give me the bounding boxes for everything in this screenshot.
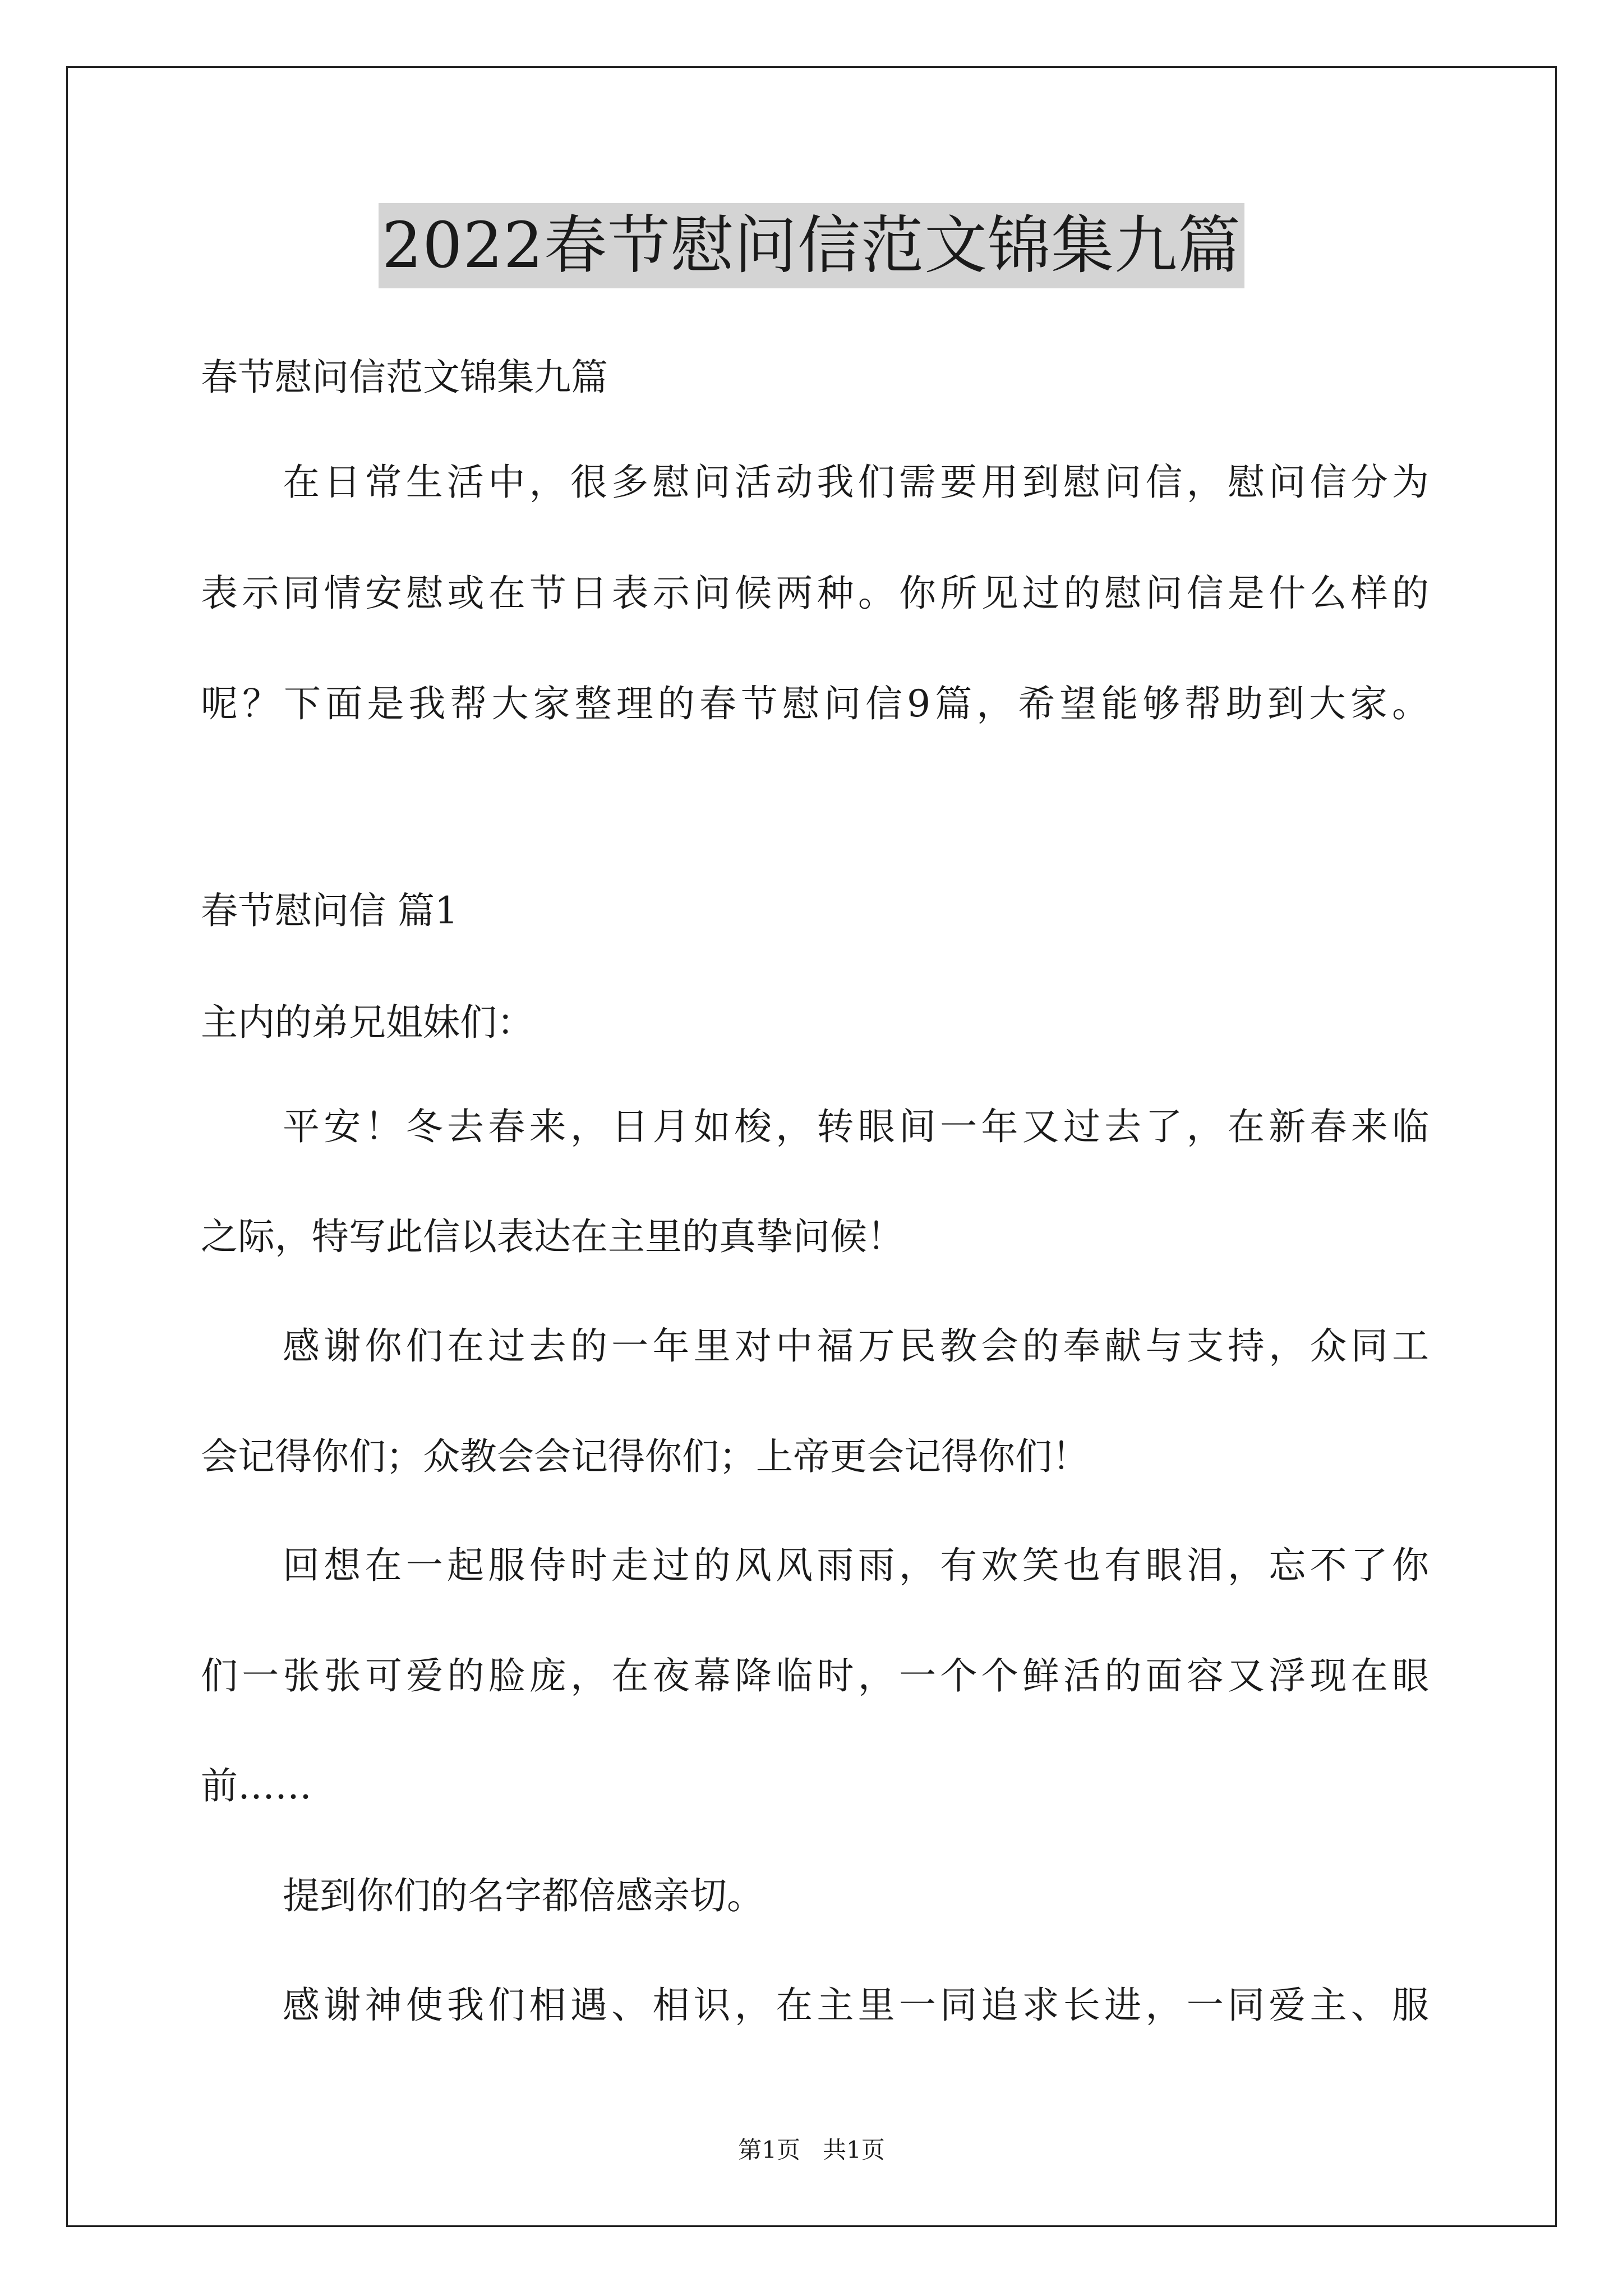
intro-line-1: 在日常生活中，很多慰问活动我们需要用到慰问信，慰问信分为	[283, 461, 1429, 504]
paragraph-1-line-1: 平安！冬去春来，日月如梭，转眼间一年又过去了，在新春来临	[283, 1105, 1429, 1148]
section-heading: 春节慰问信 篇1	[201, 889, 458, 932]
salutation: 主内的弟兄姐妹们：	[201, 1001, 534, 1044]
intro-line-3: 呢？下面是我帮大家整理的春节慰问信9篇，希望能够帮助到大家。	[201, 682, 1429, 725]
document-title: 2022春节慰问信范文锦集九篇	[379, 203, 1244, 288]
paragraph-1-line-2: 之际，特写此信以表达在主里的真挚问候！	[201, 1215, 904, 1258]
paragraph-5-line-1: 感谢神使我们相遇、相识，在主里一同追求长进，一同爱主、服	[283, 1984, 1429, 2027]
paragraph-3-line-1: 回想在一起服侍时走过的风风雨雨，有欢笑也有眼泪，忘不了你	[283, 1544, 1429, 1587]
paragraph-2-line-1: 感谢你们在过去的一年里对中福万民教会的奉献与支持，众同工	[283, 1324, 1429, 1368]
paragraph-3-line-3: 前……	[201, 1764, 312, 1807]
paragraph-4-line-1: 提到你们的名字都倍感亲切。	[283, 1874, 764, 1917]
document-subtitle: 春节慰问信范文锦集九篇	[201, 356, 608, 399]
title-container	[0, 203, 1623, 288]
page-number-footer: 第1页 共1页	[738, 2136, 885, 2164]
paragraph-3-line-2: 们一张张可爱的脸庞，在夜幕降临时，一个个鲜活的面容又浮现在眼	[201, 1654, 1429, 1697]
intro-line-2: 表示同情安慰或在节日表示问候两种。你所见过的慰问信是什么样的	[201, 572, 1429, 615]
paragraph-2-line-2: 会记得你们；众教会会记得你们；上帝更会记得你们！	[201, 1435, 1089, 1478]
